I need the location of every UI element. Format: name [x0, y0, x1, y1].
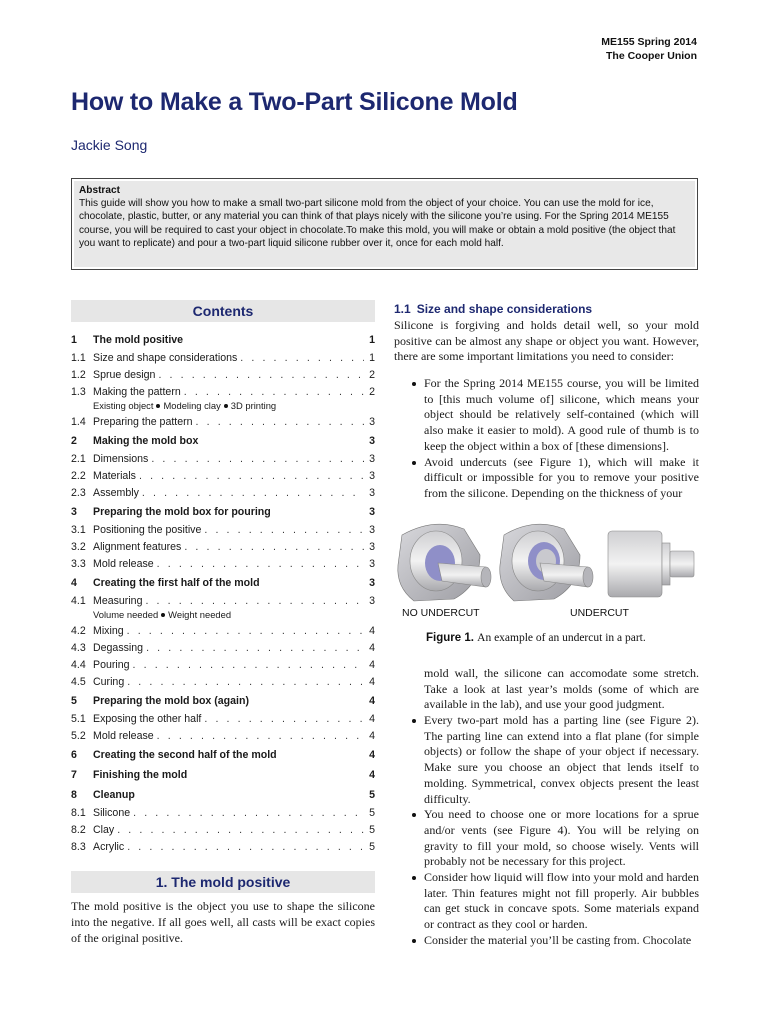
toc-subsection-row[interactable]: [71, 522, 375, 539]
toc-leader-dots: [204, 522, 364, 539]
toc-number: 5: [71, 695, 77, 707]
toc-number: 2.2: [71, 470, 86, 482]
toc-leader-dots: [196, 414, 364, 431]
undercut-illustration: [394, 515, 699, 607]
toc-leader-dots: [117, 822, 364, 839]
part-undercut: [500, 524, 593, 601]
toc-number: 4.2: [71, 625, 86, 637]
toc-title: Alignment features: [93, 541, 182, 553]
list-item: Avoid undercuts (see Figure 1), which will make it difficult or impossible for you to remove your positive from the silicone. Depending on the thickness of your: [394, 455, 699, 502]
toc-title: Preparing the mold box (again): [93, 695, 249, 707]
figure-1-caption: [426, 632, 646, 644]
toc-number: 7: [71, 769, 77, 781]
list-item: Every two-part mold has a parting line (see Figure 2). The parting line can extend into a flat plane (for simple objects) or follow the shape of your object if necessary. Make sure you choose an object that lends itself to molding. Symmetrical, convex objects present the least difficulty.: [394, 713, 699, 807]
toc-leader-dots: [204, 711, 364, 728]
toc-subsection-row[interactable]: [71, 805, 375, 822]
toc-page-number: 2: [369, 369, 375, 381]
toc-number: 5.2: [71, 730, 86, 742]
toc-leader-dots: [184, 539, 364, 556]
toc-page-number: 4: [369, 625, 375, 637]
toc-leader-dots: [146, 640, 364, 657]
document-title: How to Make a Two-Part Silicone Mold: [71, 88, 518, 116]
toc-number: 2.1: [71, 453, 86, 465]
toc-subsection-row[interactable]: [71, 623, 375, 640]
section-1-heading: 1. The mold positive: [71, 871, 375, 893]
toc-title: Preparing the mold box for pouring: [93, 506, 271, 518]
toc-title: Sprue design: [93, 369, 156, 381]
toc-page-number: 4: [369, 676, 375, 688]
toc-title: The mold positive: [93, 334, 184, 346]
toc-section-row[interactable]: [71, 431, 375, 451]
toc-title: Measuring: [93, 595, 143, 607]
toc-title: Creating the first half of the mold: [93, 577, 260, 589]
figure-1: [394, 515, 699, 625]
toc-page-number: 4: [369, 695, 375, 707]
toc-subsection-row[interactable]: [71, 556, 375, 573]
toc-number: 1.3: [71, 386, 86, 398]
toc-page-number: 3: [369, 416, 375, 428]
no-undercut-label: NO UNDERCUT: [402, 607, 480, 619]
toc-page-number: 1: [369, 352, 375, 364]
toc-subitem[interactable]: Volume needed: [93, 609, 159, 620]
table-of-contents: [71, 330, 375, 856]
list-item: You need to choose one or more locations for a sprue and/or vents (see Figure 4). You will be relying on gravity to fill your mold, so choose wisely. Vents will probably not be necessary for this project.: [394, 807, 699, 870]
toc-subsection-row[interactable]: [71, 367, 375, 384]
toc-number: 3.1: [71, 524, 86, 536]
toc-title: Creating the second half of the mold: [93, 749, 277, 761]
toc-number: 3.2: [71, 541, 86, 553]
part-undercut-side-view: [608, 531, 694, 597]
toc-section-row[interactable]: [71, 502, 375, 522]
toc-number: 4.5: [71, 676, 86, 688]
toc-page-number: 3: [369, 506, 375, 518]
toc-page-number: 5: [369, 841, 375, 853]
toc-leader-dots: [142, 485, 364, 502]
bullet-dot: [156, 404, 160, 408]
toc-title: Preparing the pattern: [93, 416, 193, 428]
toc-subsection-row[interactable]: [71, 839, 375, 856]
toc-title: Degassing: [93, 642, 144, 654]
toc-subsection-row[interactable]: [71, 350, 375, 367]
toc-title: Exposing the other half: [93, 713, 202, 725]
bullet-dot: [224, 404, 228, 408]
toc-page-number: 5: [369, 789, 375, 801]
toc-number: 8.2: [71, 824, 86, 836]
toc-section-row[interactable]: [71, 691, 375, 711]
toc-subsection-row[interactable]: [71, 674, 375, 691]
toc-page-number: 5: [369, 807, 375, 819]
toc-leader-dots: [158, 367, 364, 384]
toc-number: 2.3: [71, 487, 86, 499]
toc-page-number: 3: [369, 541, 375, 553]
toc-section-row[interactable]: [71, 765, 375, 785]
toc-number: 3.3: [71, 558, 86, 570]
abstract-heading: Abstract: [79, 185, 120, 196]
toc-leader-dots: [240, 350, 364, 367]
course-header: [601, 35, 697, 63]
toc-number: 3: [71, 506, 77, 518]
toc-section-row[interactable]: [71, 785, 375, 805]
toc-page-number: 3: [369, 524, 375, 536]
toc-subsection-row[interactable]: [71, 728, 375, 745]
toc-number: 1.1: [71, 352, 86, 364]
toc-subsection-row[interactable]: [71, 414, 375, 431]
toc-section-row[interactable]: [71, 330, 375, 350]
toc-number: 4.1: [71, 595, 86, 607]
toc-page-number: 3: [369, 435, 375, 447]
bullet-list-bottom: [394, 713, 699, 949]
abstract-box: [71, 178, 698, 270]
toc-title: Dimensions: [93, 453, 149, 465]
caption-text: An example of an undercut in a part.: [477, 632, 646, 644]
toc-subsection-row[interactable]: [71, 822, 375, 839]
toc-page-number: 3: [369, 558, 375, 570]
author-name: Jackie Song: [71, 137, 148, 153]
toc-title: Mold release: [93, 730, 154, 742]
toc-leader-dots: [151, 451, 364, 468]
toc-page-number: 3: [369, 595, 375, 607]
toc-number: 4: [71, 577, 77, 589]
part-no-undercut: [398, 524, 491, 601]
toc-subitem[interactable]: Existing object: [93, 400, 154, 411]
toc-subsection-row[interactable]: [71, 451, 375, 468]
list-item: For the Spring 2014 ME155 course, you will be limited to [this much volume of] silicone, which means your object should be relatively self-contained (which will also make it easier to mold). A good rule of thumb is to keep the object within a box of [these dimensions].: [394, 376, 699, 455]
toc-title: Assembly: [93, 487, 139, 499]
toc-leader-dots: [157, 556, 364, 573]
toc-page-number: 4: [369, 769, 375, 781]
toc-title: Size and shape considerations: [93, 352, 238, 364]
toc-number: 4.4: [71, 659, 86, 671]
toc-title: Making the mold box: [93, 435, 199, 447]
undercut-label: UNDERCUT: [570, 607, 629, 619]
toc-number: 1: [71, 334, 77, 346]
subsection-number: 1.1: [394, 302, 411, 316]
toc-page-number: 1: [369, 334, 375, 346]
toc-leader-dots: [139, 468, 364, 485]
toc-page-number: 3: [369, 487, 375, 499]
toc-subsection-row[interactable]: [71, 657, 375, 674]
toc-page-number: 4: [369, 713, 375, 725]
toc-subitem[interactable]: Weight needed: [168, 609, 232, 620]
subsection-title: Size and shape considerations: [416, 302, 593, 316]
toc-leader-dots: [133, 657, 364, 674]
toc-subsection-row[interactable]: [71, 485, 375, 502]
toc-section-row[interactable]: [71, 745, 375, 765]
bullet-continuation: mold wall, the silicone can accomodate some stretch. Take a look at last year’s molds (some of which are available in the lab), and use your good judgment.: [424, 666, 699, 712]
toc-number: 2: [71, 435, 77, 447]
toc-title: Cleanup: [93, 789, 135, 801]
toc-page-number: 5: [369, 824, 375, 836]
toc-page-number: 4: [369, 642, 375, 654]
toc-number: 8.1: [71, 807, 86, 819]
subsection-intro: Silicone is forgiving and holds detail well, so your mold positive can be almost any shape or object you want. However, there are some important limitations you need to consider:: [394, 318, 699, 364]
subsection-heading: [394, 302, 699, 316]
toc-title: Mixing: [93, 625, 124, 637]
toc-page-number: 3: [369, 470, 375, 482]
toc-title: Making the pattern: [93, 386, 181, 398]
toc-title: Pouring: [93, 659, 130, 671]
contents-heading: Contents: [71, 300, 375, 322]
toc-page-number: 3: [369, 577, 375, 589]
course-name: ME155 Spring 2014: [601, 36, 697, 48]
toc-subsection-row[interactable]: [71, 711, 375, 728]
section-1-text: The mold positive is the object you use to shape the silicone into the negative. If all goes well, all casts will be exact copies of the original positive.: [71, 899, 375, 945]
toc-subitem[interactable]: Modeling clay: [163, 400, 221, 411]
toc-number: 4.3: [71, 642, 86, 654]
toc-number: 8: [71, 789, 77, 801]
list-item: Consider the material you’ll be casting from. Chocolate: [394, 933, 699, 949]
toc-title: Acrylic: [93, 841, 125, 853]
school-name: The Cooper Union: [606, 50, 697, 62]
toc-leader-dots: [127, 623, 364, 640]
toc-page-number: 2: [369, 386, 375, 398]
abstract-text: This guide will show you how to make a small two-part silicone mold from the object of your choice. You can use the mold for ice, chocolate, plastic, butter, or any material you can think of that plays nicely with the silicone you’re using. For the Spring 2014 ME155 course, you will be required to cast your object in chocolate.To make this mold, you will make or obtain a mold positive (the object that you want to replicate) and pour a two-part liquid silicone rubber over it, once for each mold half.: [79, 198, 676, 249]
toc-page-number: 3: [369, 453, 375, 465]
toc-title: Mold release: [93, 558, 154, 570]
toc-page-number: 4: [369, 659, 375, 671]
abstract-content: [74, 181, 695, 267]
toc-leader-dots: [127, 674, 364, 691]
toc-title: Finishing the mold: [93, 769, 188, 781]
bullet-dot: [161, 613, 165, 617]
toc-title: Clay: [93, 824, 115, 836]
toc-subsection-row[interactable]: [71, 640, 375, 657]
toc-title: Curing: [93, 676, 125, 688]
toc-number: 1.2: [71, 369, 86, 381]
toc-subsection-row[interactable]: [71, 539, 375, 556]
toc-number: 1.4: [71, 416, 86, 428]
toc-number: 6: [71, 749, 77, 761]
caption-label: Figure 1.: [426, 632, 474, 644]
toc-title: Silicone: [93, 807, 131, 819]
toc-leader-dots: [157, 728, 364, 745]
toc-subsection-row[interactable]: [71, 468, 375, 485]
toc-number: 8.3: [71, 841, 86, 853]
toc-page-number: 4: [369, 730, 375, 742]
toc-leader-dots: [127, 839, 364, 856]
toc-number: 5.1: [71, 713, 86, 725]
toc-subitem[interactable]: 3D printing: [230, 400, 277, 411]
toc-page-number: 4: [369, 749, 375, 761]
toc-title: Materials: [93, 470, 136, 482]
toc-leader-dots: [133, 805, 364, 822]
toc-section-row[interactable]: [71, 573, 375, 593]
toc-title: Positioning the positive: [93, 524, 202, 536]
bullet-list-top: [394, 376, 699, 502]
list-item: Consider how liquid will flow into your mold and harden later. Thin features might not fill properly. Air bubbles can get stuck in concave spots. Some materials expand or contract as they cool or harden.: [394, 870, 699, 933]
